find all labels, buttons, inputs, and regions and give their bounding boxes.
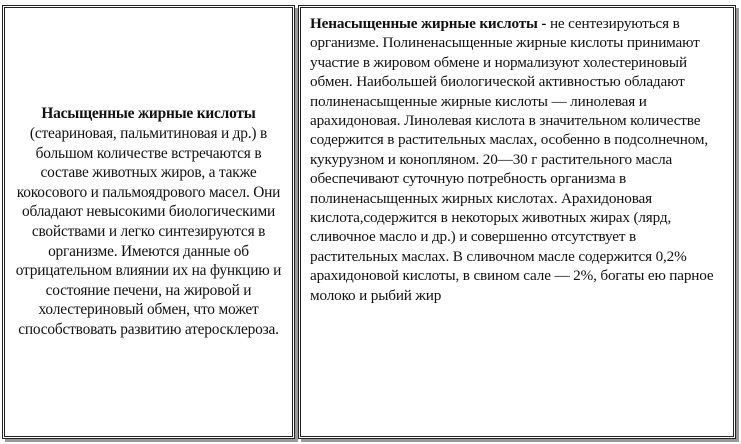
unsaturated-fatty-acids-panel [298,5,736,439]
saturated-fatty-acids-panel [2,5,295,439]
unsaturated-fatty-acids-title: Ненасыщенные жирные кислоты - [310,15,547,32]
saturated-fatty-acids-body: (стеариновая, пальмитиновая и др.) в большом количестве встречаются в составе животных жиров, а также кокосового и пальмоядрового масел. Они обладают невысокими биологическими свойствами и легко синтезируются в организме. Имеются данные об отрицательном влиянии их на функцию и состояние печени, на жировой и холестериновый обмен, что может способствовать развитию атеросклероза. [15,125,282,338]
saturated-fatty-acids-text [11,104,286,339]
saturated-fatty-acids-title: Насыщенные жирные кислоты [41,105,256,123]
unsaturated-fatty-acids-body: не сентезируються в организме. Полиненасыщенные жирные кислоты принимают участие в жировом обмене и нормализуют холестериновый обмен. Наибольшей биологической активностью обладают полиненасыщенные жирные кислоты — линолевая и арахидоновая. Линолевая кислота в значительном количестве содержится в растительных маслах, особенно в подсолнечном, кукурузном и конопляном. 20—30 г растительного масла обеспечивают суточную потребность организма в полиненасыщенных жирных кислотах. Арахидоновая кислота,содержится в некоторых животных жирах (лярд, сливочное масло и др.) и совершенно отсутствует в растительных маслах. В сливочном масле содержится 0,2% арахидоновой кислоты, в свином сале — 2%, богаты ею парное молоко и рыбий жир [310,15,714,304]
unsaturated-fatty-acids-text [310,14,725,305]
